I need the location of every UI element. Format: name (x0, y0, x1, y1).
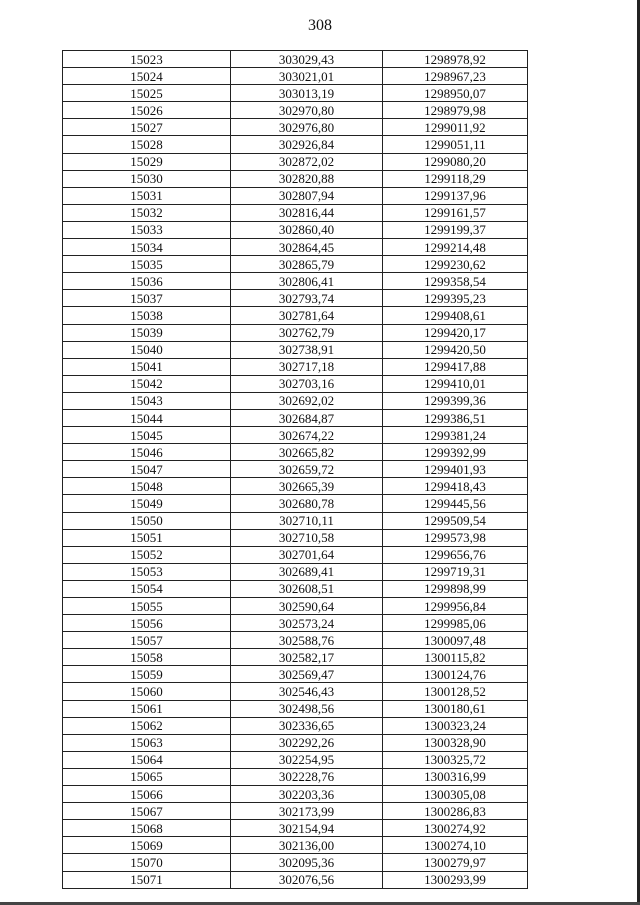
x-coordinate-cell: 302498,56 (231, 700, 383, 717)
x-coordinate-cell: 302588,76 (231, 632, 383, 649)
y-coordinate-cell: 1298978,92 (383, 51, 528, 68)
point-number-cell: 15052 (63, 546, 231, 563)
y-coordinate-cell: 1299137,96 (383, 187, 528, 204)
x-coordinate-cell: 302573,24 (231, 615, 383, 632)
x-coordinate-cell: 302865,79 (231, 256, 383, 273)
x-coordinate-cell: 302806,41 (231, 273, 383, 290)
x-coordinate-cell: 302689,41 (231, 563, 383, 580)
point-number-cell: 15071 (63, 871, 231, 888)
y-coordinate-cell: 1300293,99 (383, 871, 528, 888)
table-row (63, 239, 528, 256)
y-coordinate-cell: 1299395,23 (383, 290, 528, 307)
table-row (63, 871, 528, 888)
y-coordinate-cell: 1300124,76 (383, 666, 528, 683)
point-number-cell: 15069 (63, 837, 231, 854)
y-coordinate-cell: 1299573,98 (383, 529, 528, 546)
y-coordinate-cell: 1300115,82 (383, 649, 528, 666)
table-row (63, 649, 528, 666)
x-coordinate-cell: 303029,43 (231, 51, 383, 68)
y-coordinate-cell: 1299420,17 (383, 324, 528, 341)
x-coordinate-cell: 302095,36 (231, 854, 383, 871)
table-row (63, 444, 528, 461)
y-coordinate-cell: 1299358,54 (383, 273, 528, 290)
x-coordinate-cell: 302292,26 (231, 734, 383, 751)
point-number-cell: 15063 (63, 734, 231, 751)
x-coordinate-cell: 302665,82 (231, 444, 383, 461)
point-number-cell: 15039 (63, 324, 231, 341)
y-coordinate-cell: 1299719,31 (383, 563, 528, 580)
x-coordinate-cell: 302762,79 (231, 324, 383, 341)
point-number-cell: 15024 (63, 68, 231, 85)
table-row (63, 751, 528, 768)
point-number-cell: 15046 (63, 444, 231, 461)
point-number-cell: 15042 (63, 375, 231, 392)
x-coordinate-cell: 302738,91 (231, 341, 383, 358)
y-coordinate-cell: 1299051,11 (383, 136, 528, 153)
table-row (63, 837, 528, 854)
point-number-cell: 15035 (63, 256, 231, 273)
table-row (63, 221, 528, 238)
point-number-cell: 15067 (63, 803, 231, 820)
x-coordinate-cell: 302860,40 (231, 221, 383, 238)
y-coordinate-cell: 1300325,72 (383, 751, 528, 768)
x-coordinate-cell: 302710,58 (231, 529, 383, 546)
y-coordinate-cell: 1299401,93 (383, 461, 528, 478)
y-coordinate-cell: 1300316,99 (383, 768, 528, 785)
x-coordinate-cell: 302336,65 (231, 717, 383, 734)
y-coordinate-cell: 1300274,92 (383, 820, 528, 837)
point-number-cell: 15058 (63, 649, 231, 666)
y-coordinate-cell: 1299199,37 (383, 221, 528, 238)
table-row (63, 495, 528, 512)
y-coordinate-cell: 1300328,90 (383, 734, 528, 751)
x-coordinate-cell: 302717,18 (231, 358, 383, 375)
table-row (63, 512, 528, 529)
page-number: 308 (308, 17, 332, 34)
y-coordinate-cell: 1299386,51 (383, 409, 528, 426)
point-number-cell: 15061 (63, 700, 231, 717)
table-row (63, 580, 528, 597)
point-number-cell: 15025 (63, 85, 231, 102)
x-coordinate-cell: 302820,88 (231, 170, 383, 187)
x-coordinate-cell: 302590,64 (231, 598, 383, 615)
point-number-cell: 15049 (63, 495, 231, 512)
x-coordinate-cell: 302076,56 (231, 871, 383, 888)
point-number-cell: 15051 (63, 529, 231, 546)
table-row (63, 854, 528, 871)
point-number-cell: 15055 (63, 598, 231, 615)
table-row (63, 204, 528, 221)
table-row (63, 170, 528, 187)
y-coordinate-cell: 1299956,84 (383, 598, 528, 615)
y-coordinate-cell: 1298950,07 (383, 85, 528, 102)
point-number-cell: 15057 (63, 632, 231, 649)
x-coordinate-cell: 302569,47 (231, 666, 383, 683)
point-number-cell: 15029 (63, 153, 231, 170)
y-coordinate-cell: 1300180,61 (383, 700, 528, 717)
table-row (63, 409, 528, 426)
x-coordinate-cell: 302970,80 (231, 102, 383, 119)
table-row (63, 717, 528, 734)
point-number-cell: 15036 (63, 273, 231, 290)
y-coordinate-cell: 1298979,98 (383, 102, 528, 119)
y-coordinate-cell: 1299656,76 (383, 546, 528, 563)
table-row (63, 290, 528, 307)
table-row (63, 119, 528, 136)
table-row (63, 256, 528, 273)
point-number-cell: 15050 (63, 512, 231, 529)
x-coordinate-cell: 303013,19 (231, 85, 383, 102)
x-coordinate-cell: 302926,84 (231, 136, 383, 153)
x-coordinate-cell: 303021,01 (231, 68, 383, 85)
table-row (63, 803, 528, 820)
x-coordinate-cell: 302154,94 (231, 820, 383, 837)
x-coordinate-cell: 302680,78 (231, 495, 383, 512)
point-number-cell: 15033 (63, 221, 231, 238)
point-number-cell: 15040 (63, 341, 231, 358)
table-row (63, 85, 528, 102)
x-coordinate-cell: 302872,02 (231, 153, 383, 170)
table-row (63, 615, 528, 632)
point-number-cell: 15027 (63, 119, 231, 136)
table-row (63, 153, 528, 170)
point-number-cell: 15048 (63, 478, 231, 495)
point-number-cell: 15065 (63, 768, 231, 785)
y-coordinate-cell: 1300128,52 (383, 683, 528, 700)
table-row (63, 307, 528, 324)
table-row (63, 68, 528, 85)
x-coordinate-cell: 302254,95 (231, 751, 383, 768)
point-number-cell: 15037 (63, 290, 231, 307)
point-number-cell: 15023 (63, 51, 231, 68)
point-number-cell: 15068 (63, 820, 231, 837)
y-coordinate-cell: 1299445,56 (383, 495, 528, 512)
table-row (63, 786, 528, 803)
table-row (63, 598, 528, 615)
x-coordinate-cell: 302703,16 (231, 375, 383, 392)
point-number-cell: 15062 (63, 717, 231, 734)
table-row (63, 768, 528, 785)
point-number-cell: 15060 (63, 683, 231, 700)
point-number-cell: 15047 (63, 461, 231, 478)
y-coordinate-cell: 1299381,24 (383, 427, 528, 444)
x-coordinate-cell: 302864,45 (231, 239, 383, 256)
y-coordinate-cell: 1299230,62 (383, 256, 528, 273)
x-coordinate-cell: 302793,74 (231, 290, 383, 307)
x-coordinate-cell: 302228,76 (231, 768, 383, 785)
table-row (63, 632, 528, 649)
x-coordinate-cell: 302692,02 (231, 392, 383, 409)
x-coordinate-cell: 302546,43 (231, 683, 383, 700)
y-coordinate-cell: 1300305,08 (383, 786, 528, 803)
table-row (63, 546, 528, 563)
point-number-cell: 15070 (63, 854, 231, 871)
point-number-cell: 15043 (63, 392, 231, 409)
x-coordinate-cell: 302684,87 (231, 409, 383, 426)
y-coordinate-cell: 1299399,36 (383, 392, 528, 409)
x-coordinate-cell: 302608,51 (231, 580, 383, 597)
x-coordinate-cell: 302816,44 (231, 204, 383, 221)
table-row (63, 666, 528, 683)
y-coordinate-cell: 1299161,57 (383, 204, 528, 221)
point-number-cell: 15059 (63, 666, 231, 683)
y-coordinate-cell: 1299898,99 (383, 580, 528, 597)
point-number-cell: 15032 (63, 204, 231, 221)
y-coordinate-cell: 1300097,48 (383, 632, 528, 649)
table-body (63, 51, 528, 889)
point-number-cell: 15053 (63, 563, 231, 580)
y-coordinate-cell: 1299985,06 (383, 615, 528, 632)
y-coordinate-cell: 1299080,20 (383, 153, 528, 170)
y-coordinate-cell: 1299509,54 (383, 512, 528, 529)
y-coordinate-cell: 1300286,83 (383, 803, 528, 820)
x-coordinate-cell: 302976,80 (231, 119, 383, 136)
table-row (63, 136, 528, 153)
coordinates-table (62, 50, 528, 889)
y-coordinate-cell: 1299214,48 (383, 239, 528, 256)
table-row (63, 51, 528, 68)
x-coordinate-cell: 302665,39 (231, 478, 383, 495)
table-row (63, 324, 528, 341)
table-row (63, 820, 528, 837)
table-row (63, 563, 528, 580)
x-coordinate-cell: 302710,11 (231, 512, 383, 529)
point-number-cell: 15066 (63, 786, 231, 803)
x-coordinate-cell: 302781,64 (231, 307, 383, 324)
y-coordinate-cell: 1300274,10 (383, 837, 528, 854)
point-number-cell: 15034 (63, 239, 231, 256)
point-number-cell: 15030 (63, 170, 231, 187)
point-number-cell: 15056 (63, 615, 231, 632)
table-row (63, 358, 528, 375)
y-coordinate-cell: 1299118,29 (383, 170, 528, 187)
table-row (63, 461, 528, 478)
point-number-cell: 15045 (63, 427, 231, 444)
y-coordinate-cell: 1300323,24 (383, 717, 528, 734)
y-coordinate-cell: 1299418,43 (383, 478, 528, 495)
point-number-cell: 15054 (63, 580, 231, 597)
x-coordinate-cell: 302203,36 (231, 786, 383, 803)
table-row (63, 273, 528, 290)
point-number-cell: 15026 (63, 102, 231, 119)
table-row (63, 102, 528, 119)
x-coordinate-cell: 302701,64 (231, 546, 383, 563)
y-coordinate-cell: 1300279,97 (383, 854, 528, 871)
y-coordinate-cell: 1299417,88 (383, 358, 528, 375)
table-row (63, 529, 528, 546)
table-row (63, 375, 528, 392)
x-coordinate-cell: 302173,99 (231, 803, 383, 820)
table-row (63, 187, 528, 204)
point-number-cell: 15064 (63, 751, 231, 768)
y-coordinate-cell: 1299408,61 (383, 307, 528, 324)
x-coordinate-cell: 302807,94 (231, 187, 383, 204)
point-number-cell: 15044 (63, 409, 231, 426)
table-row (63, 427, 528, 444)
x-coordinate-cell: 302582,17 (231, 649, 383, 666)
table-row (63, 734, 528, 751)
x-coordinate-cell: 302674,22 (231, 427, 383, 444)
point-number-cell: 15038 (63, 307, 231, 324)
point-number-cell: 15041 (63, 358, 231, 375)
x-coordinate-cell: 302136,00 (231, 837, 383, 854)
point-number-cell: 15028 (63, 136, 231, 153)
point-number-cell: 15031 (63, 187, 231, 204)
table-row (63, 700, 528, 717)
table-row (63, 341, 528, 358)
y-coordinate-cell: 1299420,50 (383, 341, 528, 358)
x-coordinate-cell: 302659,72 (231, 461, 383, 478)
y-coordinate-cell: 1299011,92 (383, 119, 528, 136)
y-coordinate-cell: 1299410,01 (383, 375, 528, 392)
y-coordinate-cell: 1299392,99 (383, 444, 528, 461)
table-row (63, 392, 528, 409)
y-coordinate-cell: 1298967,23 (383, 68, 528, 85)
table-row (63, 683, 528, 700)
table-row (63, 478, 528, 495)
